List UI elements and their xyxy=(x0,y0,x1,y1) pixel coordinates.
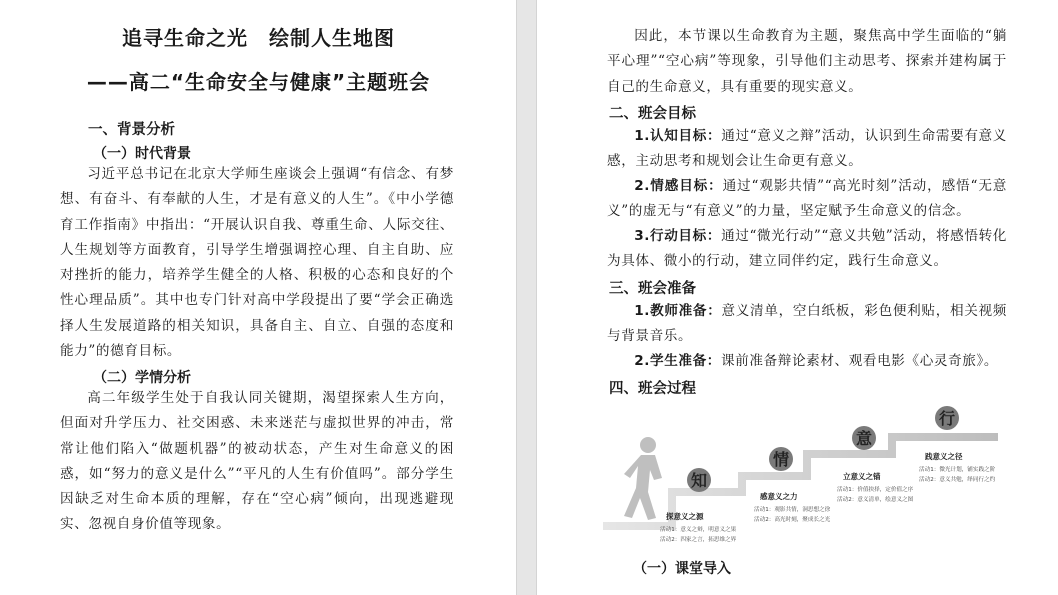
step-title-2: 感意义之力 xyxy=(760,492,798,501)
paragraph-student-analysis: 高二年级学生处于自我认同关键期，渴望探索人生方向，但面对升学压力、社交困惑、未来迷茫与虚拟世界的冲击，常常让他们陷入“做题机器”的被动状态，产生对生命意义的困惑，如“努力的意义是什么”“平凡的人生有价值吗”。部分学生因缺乏对生命本质的理解，存在“空心病”倾向，出现逃避现实、忽视自身价值等现象。 xyxy=(60,390,454,533)
step-activity-1-1: 活动1：意义之辩，明意义之果 xyxy=(660,527,737,533)
goal-emotional-label: 2.情感目标： xyxy=(634,178,723,194)
staircase-svg xyxy=(598,400,1008,555)
prep-teacher xyxy=(607,299,1007,350)
prep-student xyxy=(607,349,1007,374)
step-activity-3-2: 活动2：意义清单，绘意义之图 xyxy=(837,497,914,503)
step-activity-3-1: 活动1：价值抉择，定价值之序 xyxy=(837,487,914,493)
goal-emotional xyxy=(607,174,1007,225)
step-activity-1-2: 活动2：四家之言，拓思维之界 xyxy=(660,537,737,543)
goal-cognitive-text: 通过“意义之辩”活动，认识到生命需要有意义感，主动思考和规划会让生命更有意义。 xyxy=(607,128,1007,170)
prep-teacher-label: 1.教师准备： xyxy=(634,303,722,319)
walking-person-icon xyxy=(624,437,662,520)
goal-action xyxy=(607,224,1007,275)
goal-cognitive-label: 1.认知目标： xyxy=(634,128,722,144)
subheading-class-intro: （一）课堂导入 xyxy=(633,561,731,577)
prep-student-text: 课前准备辩论素材、观看电影《心灵奇旅》。 xyxy=(720,353,999,369)
goal-action-label: 3.行动目标： xyxy=(634,228,722,244)
step-title-3: 立意义之锚 xyxy=(843,472,881,481)
prep-student-label: 2.学生准备： xyxy=(634,353,721,369)
prep-teacher-text: 意义清单，空白纸板，彩色便利贴，相关视频与背景音乐。 xyxy=(607,303,1008,345)
page-left xyxy=(0,0,517,595)
section-heading-preparation: 三、班会准备 xyxy=(609,281,696,297)
step-activity-4-1: 活动1：微光计划，铺实践之阶 xyxy=(919,467,996,473)
subheading-era-background: （一）时代背景 xyxy=(93,146,191,162)
step-char-2: 情 xyxy=(772,450,790,469)
goal-emotional-text: 通过“观影共情”“高光时刻”活动，感悟“无意义”的虚无与“有意义”的力量，坚定赋予生命意义的信念。 xyxy=(607,178,1007,220)
doc-subtitle: ——高二“生命安全与健康”主题班会 xyxy=(86,70,431,94)
step-activity-2-2: 活动2：高光时刻，聚成长之光 xyxy=(754,517,831,523)
step-char-1: 知 xyxy=(690,471,708,490)
goal-action-text: 通过“微光行动”“意义共勉”活动，将感悟转化为具体、微小的行动，建立同伴约定，践行生命意义。 xyxy=(607,228,1007,270)
step-char-4: 行 xyxy=(938,409,956,428)
step-title-4: 践意义之径 xyxy=(925,452,963,461)
page-gap xyxy=(517,0,536,595)
section-heading-goals: 二、班会目标 xyxy=(609,106,696,122)
section-heading-background: 一、背景分析 xyxy=(88,122,175,138)
step-activity-4-2: 活动2：意义共勉，绎同行之约 xyxy=(919,477,996,483)
step-char-3: 意 xyxy=(855,429,873,448)
step-title-1: 探意义之源 xyxy=(666,512,704,521)
step-activity-2-1: 活动1：观影共情，洞思想之徐 xyxy=(754,507,831,513)
section-heading-process: 四、班会过程 xyxy=(609,381,696,397)
paragraph-era-background: 习近平总书记在北京大学师生座谈会上强调“有信念、有梦想、有奋斗、有奉献的人生，才是有意义的人生”。《中小学德育工作指南》中指出：“开展认识自我、尊重生命、人际交往、人生规划等方面教育，引导学生增强调控心理、自主自助、应对挫折的能力，培养学生健全的人格、积极的心态和良好的个性心理品质”。其中也专门针对高中学段提出了要“学会正确选择人生发展道路的相关知识，具备自主、自立、自强的态度和能力”的德育目标。 xyxy=(60,166,454,360)
staircase-diagram xyxy=(598,400,1008,555)
goal-cognitive xyxy=(607,124,1007,175)
subheading-student-analysis: （二）学情分析 xyxy=(93,370,191,386)
doc-title: 追寻生命之光 绘制人生地图 xyxy=(122,26,395,50)
paragraph-intro: 因此，本节课以生命教育为主题，聚焦高中学生面临的“躺平心理”“空心病”等现象，引导他们主动思考、探索并建构属于自己的生命意义，具有重要的现实意义。 xyxy=(607,28,1007,95)
